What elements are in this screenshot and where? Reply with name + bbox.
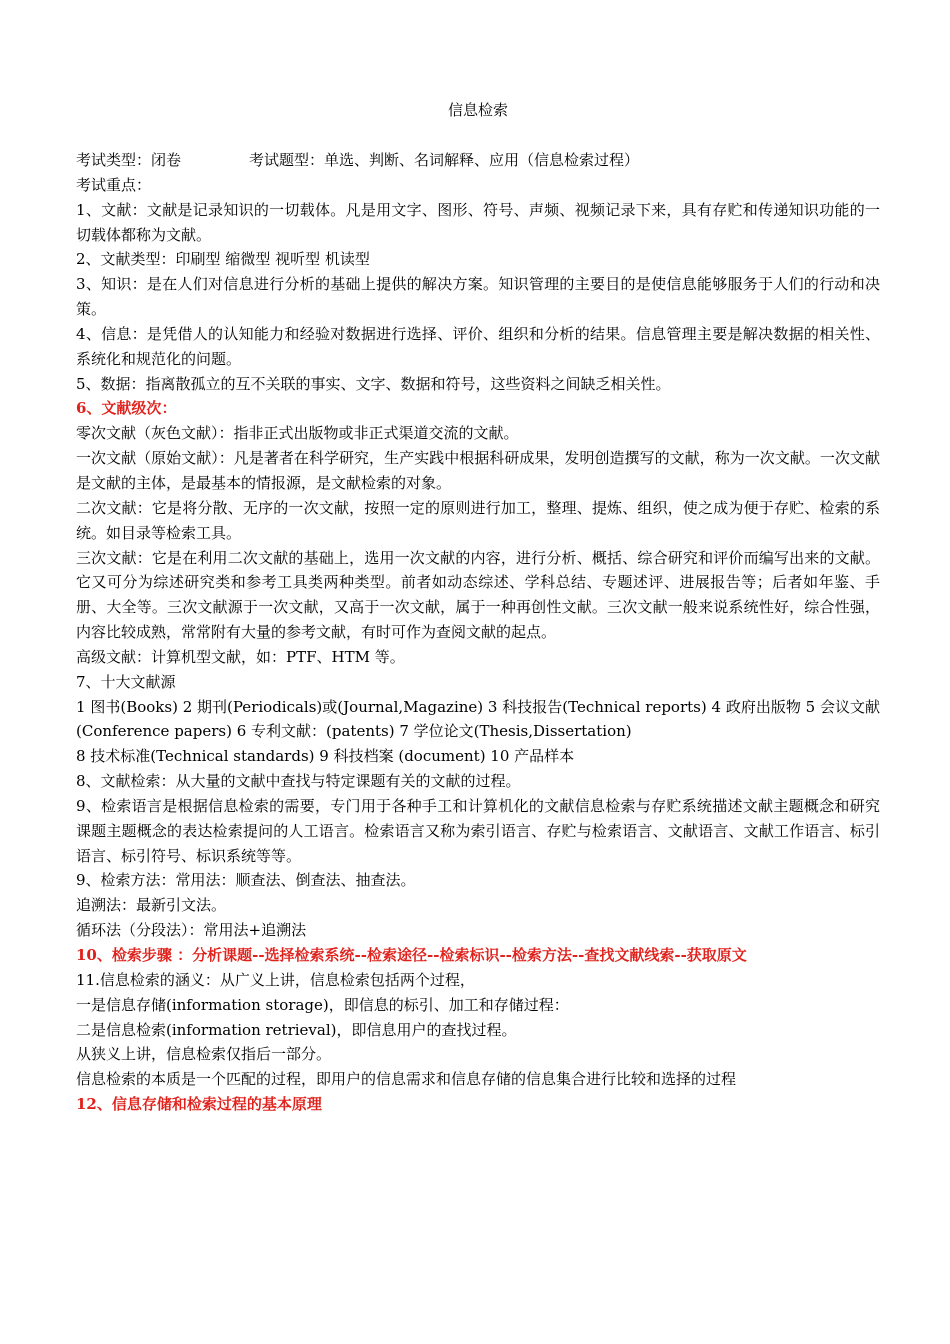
item-ten-sources-list-continued: 8 技术标准(Technical standards) 9 科技档案 (document) 10 产品样本 (76, 747, 575, 766)
item-tertiary-literature: 三次文献：它是在利用二次文献的基础上，选用一次文献的内容，进行分析、概括、综合研究和评价而编写出来的文献。它又可分为综述研究类和参考工具类两种类型。前者如动态综述、学科总结、专题述评、进展报告等；后者如年鉴、手册、大全等。三次文献源于一次文献，又高于一次文献，属于一种再创性文献。三次文献一般来说系统性好，综合性强，内容比较成熟，常常附有大量的参考文献，有时可作为查阅文献的起点。 (76, 548, 880, 642)
exam-questions: 考试题型：单选、判断、名词解释、应用（信息检索过程） (249, 151, 640, 169)
item-retrieval-language: 9、检索语言是根据信息检索的需要，专门用于各种手工和计算机化的文献信息检索与存贮系统描述文献主题概念和研究课题主题概念的表达检索提问的人工语言。检索语言又称为索引语言、存贮与检索语言、文献语言、文献工作语言、标引语言、标引符号、标识系统等等。 (76, 796, 880, 865)
document-title: 信息检索 (447, 101, 508, 119)
item-data: 5、数据：指离散孤立的互不关联的事实、文字、数据和符号，这些资料之间缺乏相关性。 (76, 374, 671, 393)
item-cyclic-method: 循环法（分段法）：常用法+追溯法 (76, 921, 307, 940)
item-literature-retrieval: 8、文献检索：从大量的文献中查找与特定课题有关的文献的过程。 (76, 772, 521, 791)
item-ten-sources-heading: 7、十大文献源 (76, 672, 176, 691)
exam-focus-heading: 考试重点： (76, 175, 152, 194)
item-information: 4、信息：是凭借人的认知能力和经验对数据进行选择、评价、组织和分析的结果。信息管理主要是解决数据的相关性、系统化和规范化的问题。 (76, 324, 880, 368)
item-zero-level: 零次文献（灰色文献）：指非正式出版物或非正式渠道交流的文献。 (76, 424, 519, 443)
item-primary-literature: 一次文献（原始文献）：凡是著者在科学研究，生产实践中根据科研成果，发明创造撰写的文献，称为一次文献。一次文献是文献的主体，是最基本的情报源，是文献检索的对象。 (76, 449, 880, 492)
item-information-retrieval: 二是信息检索(information retrieval)，即信息用户的查找过程。 (76, 1020, 517, 1039)
item-literature-definition: 1、文献：文献是记录知识的一切载体。凡是用文字、图形、符号、声频、视频记录下来，具有存贮和传递知识功能的一切载体都称为文献。 (76, 200, 880, 244)
exam-type: 考试类型：闭卷 (76, 151, 182, 169)
item-advanced-literature: 高级文献：计算机型文献，如：PTF、HTM 等。 (76, 647, 405, 666)
item-retrieval-meaning: 11.信息检索的涵义：从广义上讲，信息检索包括两个过程， (76, 970, 475, 989)
item-narrow-sense: 从狭义上讲，信息检索仅指后一部分。 (76, 1045, 332, 1064)
item-retrieval-essence: 信息检索的本质是一个匹配的过程，即用户的信息需求和信息存储的信息集合进行比较和选择的过程 (76, 1070, 737, 1089)
exam-info-line (76, 148, 880, 173)
item-knowledge: 3、知识：是在人们对信息进行分析的基础上提供的解决方案。知识管理的主要目的是使信息能够服务于人们的行动和决策。 (76, 275, 880, 319)
section-heading-literature-levels: 6、文献级次： (76, 399, 177, 418)
item-retrieval-methods: 9、检索方法：常用法：顺查法、倒查法、抽查法。 (76, 871, 416, 890)
item-information-storage: 一是信息存储(information storage)，即信息的标引、加工和存储过程： (76, 995, 569, 1014)
item-secondary-literature: 二次文献：它是将分散、无序的一次文献，按照一定的原则进行加工，整理、提炼、组织，使之成为便于存贮、检索的系统。如目录等检索工具。 (76, 498, 880, 542)
item-ten-sources-list: 1 图书(Books) 2 期刊(Periodicals)或(Journal,Magazine) 3 科技报告(Technical reports) 4 政府出版物 5 会议文献(Conference papers) 6 专利文献：(patents) 7 学位论文(Thesis,Dissertation) (76, 697, 880, 741)
section-heading-basic-principle: 12、信息存储和检索过程的基本原理 (76, 1095, 322, 1114)
item-literature-types: 2、文献类型：印刷型 缩微型 视听型 机读型 (76, 250, 370, 269)
item-tracing-method: 追溯法：最新引文法。 (76, 896, 227, 915)
section-heading-retrieval-steps: 10、检索步骤 ：分析课题--选择检索系统--检索途径--检索标识--检索方法--查找文献线索--获取原文 (76, 946, 747, 964)
